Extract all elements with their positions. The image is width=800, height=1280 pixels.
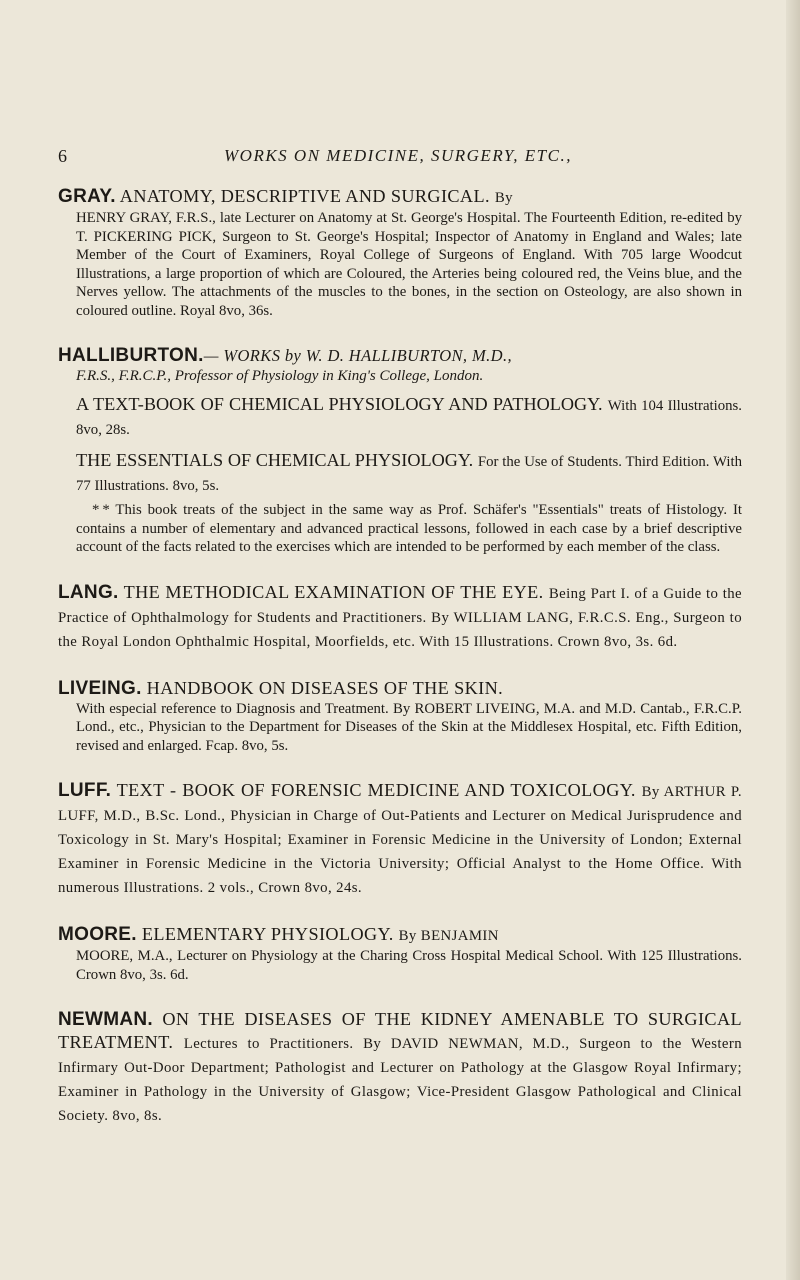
entry-halliburton [58,344,742,557]
book-title: ELEMENTARY PHYSIOLOGY. [141,924,394,944]
entry-newman [58,1008,742,1127]
book-title: ON THE DISEASES OF THE KIDNEY AMENABLE TO SURGICAL TREATMENT. [58,1009,742,1052]
sub-entry-essentials [58,449,742,497]
title-tail: With 104 Illustrations. 8vo, 28s. [76,398,742,438]
entry-description: HENRY GRAY, F.R.S., late Lecturer on Anatomy at St. George's Hospital. The Fourteenth Edition, re-edited by T. PICKERING PICK, Surgeon to St. George's Hospital; Inspector of Anatomy in England and Wales; late Member of the Court of Examiners, Royal College of Surgeons of England. With 705 large Woodcut Illustrations, a large proportion of which are Coloured, the Arteries being coloured red, the Veins blue, and the Nerves yellow. The attachments of the muscles to the bones, in the section on Osteology, are also shown in coloured outline. Royal 8vo, 36s. [76,210,742,319]
book-title: ANATOMY, DESCRIPTIVE AND SURGICAL. [119,186,490,206]
page-edge-shadow [786,0,800,1280]
entry-title [58,677,742,700]
book-title: A TEXT-BOOK OF CHEMICAL PHYSIOLOGY AND PATHOLOGY. [76,394,603,414]
entry-note: * * This book treats of the subject in the same way as Prof. Schäfer's "Essentials" treats of Histology. It contains a number of elementary and advanced practical lessons, followed in each case by a brief descriptive account of the facts related to the exercises which are intended to be performed by each member of the class. [76,502,742,555]
sub-entry-textbook [58,393,742,441]
entry-description: MOORE, M.A., Lecturer on Physiology at the Charing Cross Hospital Medical School. With 125 Illustrations. Crown 8vo, 3s. 6d. [76,948,742,983]
entry-gray [58,185,742,320]
author-name: LUFF. [58,780,112,801]
page-header [58,146,738,170]
author-name: GRAY. [58,186,116,207]
entry-luff [58,779,742,899]
book-title: TEXT - BOOK OF FORENSIC MEDICINE AND TOXICOLOGY. [116,780,636,800]
page-number: 6 [58,146,67,166]
running-title: WORKS ON MEDICINE, SURGERY, ETC., [224,146,572,165]
title-tail: By BENJAMIN [398,928,499,944]
entry-lang [58,581,742,653]
entry-title [58,923,742,947]
title-tail: By [494,190,513,206]
author-name: NEWMAN. [58,1009,153,1030]
entry-title [58,1008,742,1127]
entry-description: With especial reference to Diagnosis and Treatment. By ROBERT LIVEING, M.A. and M.D. Cantab., F.R.C.P. Lond., etc., Physician to the Department for Diseases of the Skin at the Middlesex Hospital, etc. Fifth Edition, revised and enlarged. Fcap. 8vo, 5s. [76,700,742,754]
entry-description: Being Part I. of a Guide to the Practice of Ophthalmology for Students and Practitioners. By WILLIAM LANG, F.R.C.S. Eng., Surgeon to the Royal London Ophthalmic Hospital, Moorfields, etc. With 15 Illustrations. Crown 8vo, 3s. 6d. [58,585,743,650]
book-title: HANDBOOK ON DISEASES OF THE SKIN. [146,677,504,698]
entry-moore [58,923,742,984]
book-title: THE ESSENTIALS OF CHEMICAL PHYSIOLOGY. [76,450,474,470]
entry-description: Lectures to Practitioners. By DAVID NEWMAN, M.D., Surgeon to the Western Infirmary Out-Door Department; Pathologist and Lecturer on Pathology at the Glasgow Royal Infirmary; Examiner in Pathology in the University of Glasgow; Vice-President Glasgow Pathological and Clinical Society. 8vo, 8s. [58,1036,742,1124]
catalogue-entries [58,185,742,1151]
author-name: LANG. [58,581,119,603]
entry-title [58,581,742,653]
works-heading: — WORKS by W. D. HALLIBURTON, M.D., [203,346,513,365]
entry-description: By ARTHUR P. LUFF, M.D., B.Sc. Lond., Physician in Charge of Out-Patients and Lecturer on Medical Jurisprudence and Toxicology in St. Mary's Hospital; Examiner in Forensic Medicine in the University of London; External Examiner in Forensic Medicine in the Victoria University; Official Analyst to the Home Office. With numerous Illustrations. 2 vols., Crown 8vo, 24s. [58,784,742,896]
entry-title [58,344,742,367]
author-name: HALLIBURTON. [58,345,204,366]
entry-liveing [58,677,742,756]
entry-title [58,779,742,899]
book-title: THE METHODICAL EXAMINATION OF THE EYE. [123,581,544,602]
author-name: LIVEING. [58,677,142,699]
title-tail: For the Use of Students. Third Edition. With 77 Illustrations. 8vo, 5s. [76,454,743,494]
author-credentials: F.R.S., F.R.C.P., Professor of Physiology in King's College, London. [76,368,484,384]
entry-title [58,185,742,209]
author-name: MOORE. [58,924,137,945]
